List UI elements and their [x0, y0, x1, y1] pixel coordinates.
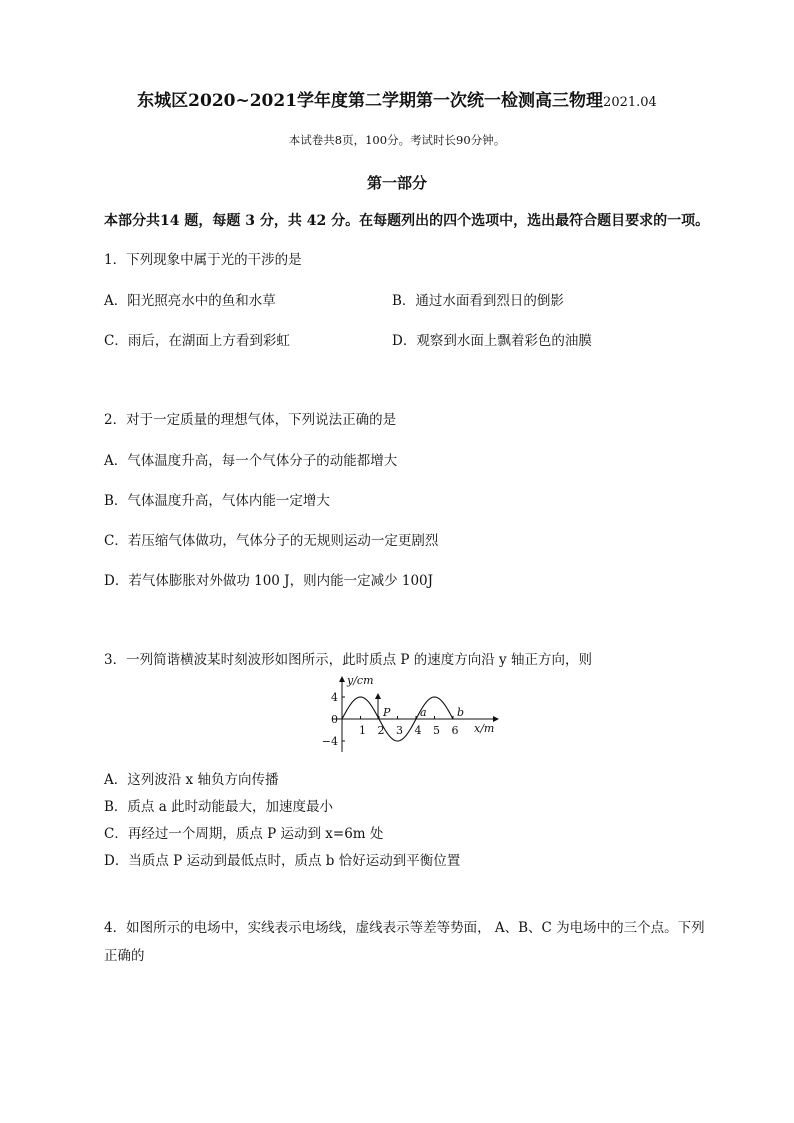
part-heading: 第一部分: [366, 174, 427, 192]
title-date: 2021.04: [603, 95, 657, 110]
question-1-option-a: A．阳光照亮水中的鱼和水草: [104, 293, 276, 309]
question-1-option-c: C．雨后，在湖面上方看到彩虹: [104, 333, 290, 349]
question-2-option-a: A．气体温度升高，每一个气体分子的动能都增大: [104, 453, 398, 469]
question-3-option-a: A．这列波沿 x 轴负方向传播: [104, 772, 279, 788]
title-text: 东城区2020~2021学年度第二学期第一次统一检测高三物理: [137, 91, 604, 111]
y-tick-label: 0: [331, 713, 338, 726]
part-instructions: 本部分共14 题，每题 3 分，共 42 分。在每题列出的四个选项中，选出最符合题目要求的一项。: [104, 213, 710, 229]
question-4-stem-continued: 正确的: [104, 948, 145, 964]
x-tick-label: 3: [396, 724, 403, 737]
question-3-option-b: B．质点 a 此时动能最大，加速度最小: [104, 799, 334, 815]
y-axis-label: y/cm: [347, 674, 374, 687]
question-3-option-c: C．再经过一个周期，质点 P 运动到 x=6m 处: [104, 826, 384, 842]
y-tick-label: −4: [321, 735, 338, 748]
x-tick-label: 6: [451, 724, 459, 737]
point-label-b: b: [457, 706, 465, 719]
question-2-option-d: D．若气体膨胀对外做功 100 J，则内能一定减少 100J: [104, 573, 434, 589]
question-1-option-b: B．通过水面看到烈日的倒影: [392, 293, 564, 309]
x-tick-label: 1: [359, 724, 366, 737]
question-2-stem: 2．对于一定质量的理想气体，下列说法正确的是: [104, 412, 397, 428]
question-3-option-d: D．当质点 P 运动到最低点时，质点 b 恰好运动到平衡位置: [104, 853, 461, 869]
wave-figure: [316, 672, 506, 758]
question-1-stem: 1．下列现象中属于光的干涉的是: [104, 252, 302, 268]
point-label-p: P: [383, 706, 391, 719]
x-tick-label: 4: [414, 724, 422, 737]
x-tick-label: 2: [377, 724, 385, 737]
point-label-a: a: [420, 706, 427, 719]
exam-subtitle: 本试卷共8页，100分。考试时长90分钟。: [288, 133, 506, 147]
question-3-stem: 3．一列简谐横波某时刻波形如图所示，此时质点 P 的速度方向沿 y 轴正方向，则: [104, 652, 592, 668]
question-1-option-d: D．观察到水面上飘着彩色的油膜: [392, 333, 592, 349]
page-title: [0, 86, 794, 111]
question-4-stem: 4．如图所示的电场中，实线表示电场线，虚线表示等差等势面， A、B、C 为电场中的三个点。下列: [104, 920, 705, 936]
y-tick-label: 4: [331, 691, 338, 704]
question-2-option-c: C．若压缩气体做功，气体分子的无规则运动一定更剧烈: [104, 533, 439, 549]
x-tick-label: 5: [433, 724, 440, 737]
x-axis-label: x/m: [474, 722, 495, 735]
question-2-option-b: B．气体温度升高，气体内能一定增大: [104, 493, 330, 509]
